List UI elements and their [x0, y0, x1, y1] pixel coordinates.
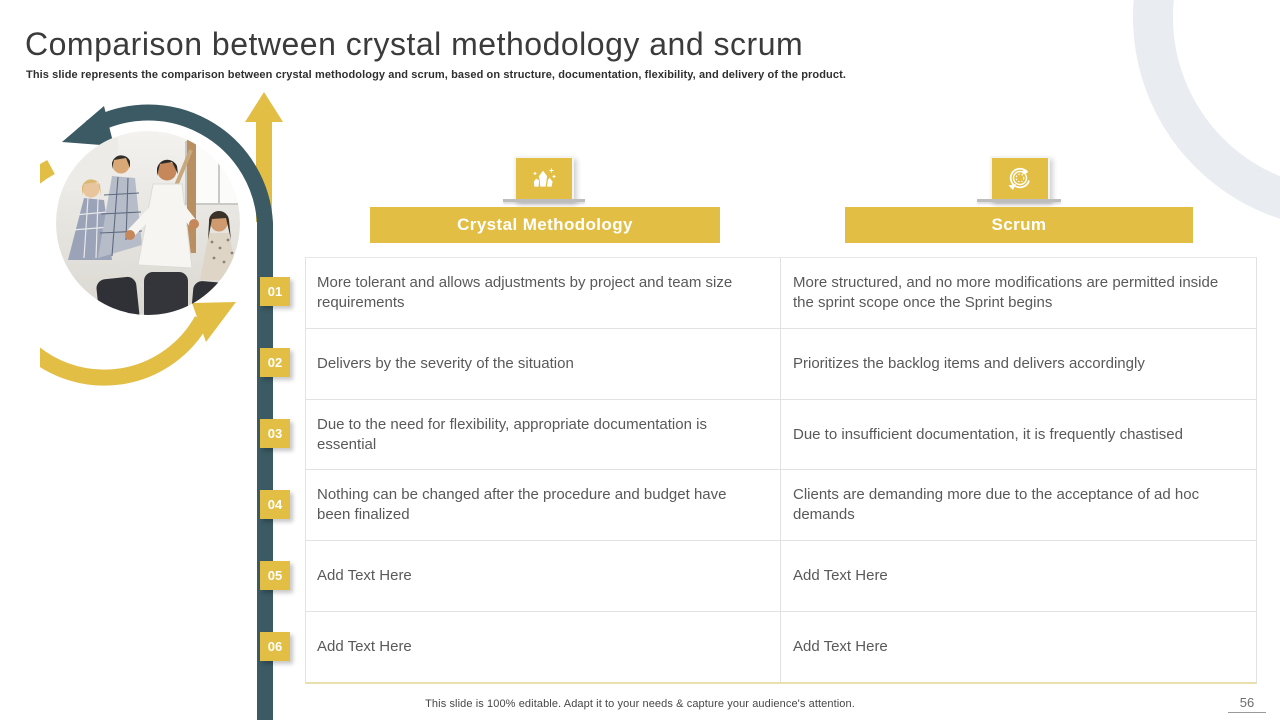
cell-text: Nothing can be changed after the procedure and budget have been finalized [317, 486, 727, 524]
scrum-cell [781, 329, 1256, 399]
cell-text: More tolerant and allows adjustments by project and team size requirements [317, 273, 733, 311]
page-number: 56 [1228, 695, 1266, 713]
cell-text: Add Text Here [317, 567, 412, 585]
column-header-label: Scrum [991, 215, 1047, 234]
page-title: Comparison between crystal methodology and scrum [25, 26, 804, 62]
step-badge-04 [260, 490, 290, 519]
crystal-cell [306, 612, 781, 682]
cell-text: Due to the need for flexibility, appropriate documentation is essential [317, 415, 707, 453]
step-badge-06 [260, 632, 290, 661]
table-row [306, 329, 1256, 400]
table-row [306, 400, 1256, 471]
step-badge-01 [260, 277, 290, 306]
step-badge-05 [260, 561, 290, 590]
scrum-cell [781, 612, 1256, 682]
crystal-cell [306, 470, 781, 540]
editable-note: This slide is 100% editable. Adapt it to your needs & capture your audience's attention. [425, 698, 855, 710]
cell-text: Due to insufficient documentation, it is frequently chastised [793, 425, 1183, 443]
scrum-cell [781, 400, 1256, 470]
column-header-crystal [370, 207, 720, 243]
cell-text: Delivers by the severity of the situation [317, 354, 574, 372]
table-row [306, 258, 1256, 329]
decorative-ring [1133, 0, 1280, 229]
team-cycle-graphic [40, 90, 300, 720]
table-row [306, 470, 1256, 541]
step-number: 03 [267, 426, 283, 441]
step-badge-03 [260, 419, 290, 448]
crystal-cell [306, 258, 781, 328]
step-number: 06 [267, 639, 283, 654]
cell-text: Prioritizes the backlog items and delivers accordingly [793, 354, 1145, 372]
cell-text: Add Text Here [793, 638, 888, 656]
crystal-cell [306, 541, 781, 611]
comparison-table [305, 257, 1257, 684]
table-row [306, 612, 1256, 682]
crystal-gem-icon [514, 156, 574, 202]
cell-text: More structured, and no more modifications are permitted inside the sprint scope once the Sprint begins [793, 273, 1219, 311]
step-badge-02 [260, 348, 290, 377]
cell-text: Add Text Here [793, 567, 888, 585]
cell-text: Clients are demanding more due to the acceptance of ad hoc demands [793, 486, 1200, 524]
step-number: 01 [267, 284, 283, 299]
column-header-scrum [845, 207, 1193, 243]
page-subtitle: This slide represents the comparison between crystal methodology and scrum, based on structure, documentation, flexibility, and delivery of the product. [26, 69, 846, 81]
step-number: 02 [267, 355, 283, 370]
scrum-cell [781, 258, 1256, 328]
team-photo [50, 125, 252, 328]
crystal-icon-base [503, 199, 585, 202]
crystal-cell [306, 329, 781, 399]
table-row [306, 541, 1256, 612]
scrum-cell [781, 470, 1256, 540]
cell-text: Add Text Here [317, 638, 412, 656]
step-number: 05 [267, 568, 283, 583]
crystal-cell [306, 400, 781, 470]
step-number: 04 [267, 497, 283, 512]
column-header-label: Crystal Methodology [457, 215, 633, 234]
scrum-cycle-icon [990, 156, 1050, 202]
scrum-icon-base [977, 199, 1061, 202]
scrum-cell [781, 541, 1256, 611]
